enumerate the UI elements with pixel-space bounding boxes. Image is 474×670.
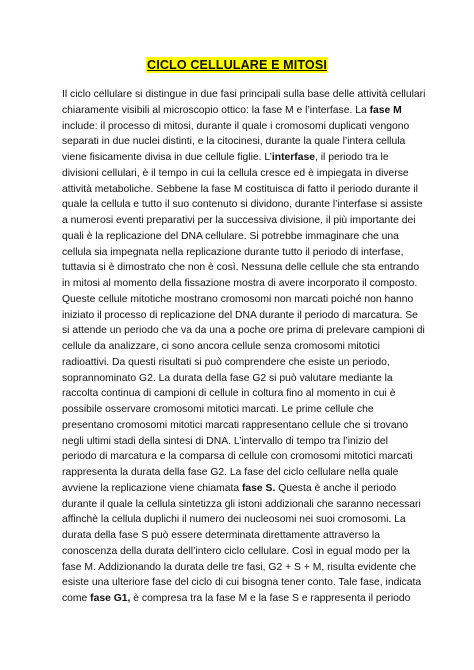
- text-line: [62, 323, 425, 339]
- text-segment: iniziato il processo di replicazione del DNA durante il periodo di marcatura. Se: [62, 309, 418, 321]
- text-line: [62, 213, 422, 229]
- text-segment: negli ultimi stadi della sintesi di DNA. L’intervallo di tempo tra l’inizio del: [62, 435, 388, 447]
- text-line: [62, 528, 422, 544]
- text-segment: chiaramente visibili al microscopio ottico: la fase M e l’interfase. La: [62, 104, 370, 116]
- text-segment: rappresenta la durata della fase G2. La fase del ciclo cellulare nella quale: [62, 467, 399, 478]
- text-line: [62, 402, 422, 418]
- text-segment: esiste una ulteriore fase del ciclo di cui bisogna tener conto. Tale fase, indicata: [62, 577, 422, 589]
- text-segment: radioattivi. Da questi risultati si può comprendere che esiste un periodo,: [62, 356, 390, 368]
- text-segment: a numerosi eventi preparativi per la successiva divisione, il più importante dei: [62, 215, 416, 226]
- text-segment: conoscenza della durata dell’intero ciclo cellulare. Così in egual modo per la: [62, 545, 410, 557]
- text-line: [62, 434, 422, 450]
- text-line: [62, 449, 422, 465]
- text-line: [62, 386, 422, 402]
- text-segment: fase M. Addizionando la durata delle tre fasi, G2 + S + M, risulta evidente che: [62, 561, 417, 573]
- text-segment: durata della fase S può essere determinata direttamente attraverso la: [62, 530, 380, 541]
- text-segment: durante il quale la cellula sintetizza gli istoni addizionali che saranno necessari: [62, 498, 421, 510]
- text-line: [62, 119, 422, 135]
- text-segment: affinchè la cellula duplichi il numero dei nucleosomi nei suoi cromosomi. La: [62, 514, 406, 526]
- text-segment: possibile osservare cromosomi mitotici marcati. Le prime cellule che: [62, 404, 374, 415]
- text-line: [62, 497, 422, 513]
- text-line: [62, 134, 422, 150]
- text-line: [62, 245, 422, 261]
- text-line: [62, 276, 422, 292]
- bold-term: interfase: [271, 152, 315, 163]
- text-segment: Il ciclo cellulare si distingue in due fasi principali sulla base delle attività cellulari: [62, 89, 426, 100]
- bold-term: fase S.: [241, 482, 276, 494]
- text-line: [62, 512, 422, 528]
- text-line: [62, 87, 426, 103]
- bold-term: fase M: [369, 104, 402, 116]
- text-segment: è compresa tra la fase M e la fase S e rappresenta il periodo: [130, 593, 411, 604]
- text-line: [62, 371, 422, 387]
- text-segment: raccolta continua di campioni di cellule in coltura fino al momento in cui è: [62, 388, 396, 400]
- text-line: [62, 166, 422, 182]
- text-segment: separati in due nuclei distinti, e la citocinesi, durante la quale l’intera cellula: [62, 136, 406, 148]
- text-segment: cellule da analizzare, ci sono ancora cellule senza cromosomi mitotici: [62, 341, 380, 352]
- text-line: [62, 339, 422, 355]
- bold-term: fase G1,: [90, 593, 131, 604]
- text-line: [62, 560, 422, 576]
- text-line: [62, 544, 422, 560]
- text-line: [62, 292, 422, 308]
- text-segment: soprannominato G2. La durata della fase G2 si può valutare mediante la: [62, 372, 393, 384]
- text-line: [62, 229, 422, 245]
- text-segment: divisioni cellulari, è il tempo in cui la cellula cresce ed è impiegata in diverse: [62, 167, 409, 179]
- title-container: [0, 56, 474, 74]
- text-segment: tuttavia si è dimostrato che non è così. Nessuna delle cellule che sta entrando: [62, 262, 420, 274]
- text-segment: quale la cellula e tutto il suo contenuto si dividono, durante l’interfase si assiste: [62, 199, 423, 211]
- text-segment: presentano cromosomi mitotici marcati rappresentano cellule che si trovano: [62, 419, 409, 431]
- text-segment: include: il processo di mitosi, durante il quale i cromosomi duplicati vengono: [62, 120, 410, 132]
- text-line: [62, 465, 422, 481]
- text-segment: come: [62, 593, 91, 604]
- text-segment: quali è la replicazione del DNA cellulare. Si potrebbe immaginare che una: [62, 230, 399, 242]
- text-line: [62, 308, 422, 324]
- text-segment: Queste cellule mitotiche mostrano cromosomi non marcati poiché non hanno: [62, 293, 414, 305]
- text-segment: avviene la replicazione viene chiamata: [62, 482, 242, 494]
- text-line: [62, 355, 422, 371]
- text-line: [62, 591, 422, 607]
- text-line: [62, 150, 422, 166]
- text-segment: periodo di marcatura e la comparsa di cellule con cromosomi mitotici marcati: [62, 451, 413, 463]
- text-segment: in mitosi al momento della fissazione mostra di avere incorporato il composto.: [62, 278, 418, 289]
- text-line: [62, 575, 422, 591]
- text-segment: cellula sia impegnata nella replicazione durante tutto il periodo di interfase,: [62, 246, 404, 258]
- text-segment: Questa è anche il periodo: [275, 482, 397, 494]
- text-line: [62, 103, 422, 119]
- document-title: CICLO CELLULARE E MITOSI: [147, 58, 327, 72]
- text-line: [62, 197, 422, 213]
- text-line: [62, 182, 422, 198]
- text-segment: , il periodo tra le: [315, 152, 389, 163]
- text-line: [62, 418, 422, 434]
- document-body: [62, 87, 426, 607]
- text-segment: viene fisicamente divisa in due cellule figlie. L’: [62, 152, 272, 163]
- text-line: [62, 481, 422, 497]
- text-line: [62, 260, 422, 276]
- text-segment: si attende un periodo che va da una a poche ore prima di prelevare campioni di: [62, 325, 425, 337]
- text-segment: attività metaboliche. Sebbene la fase M costituisca di fatto il periodo durante il: [62, 183, 418, 195]
